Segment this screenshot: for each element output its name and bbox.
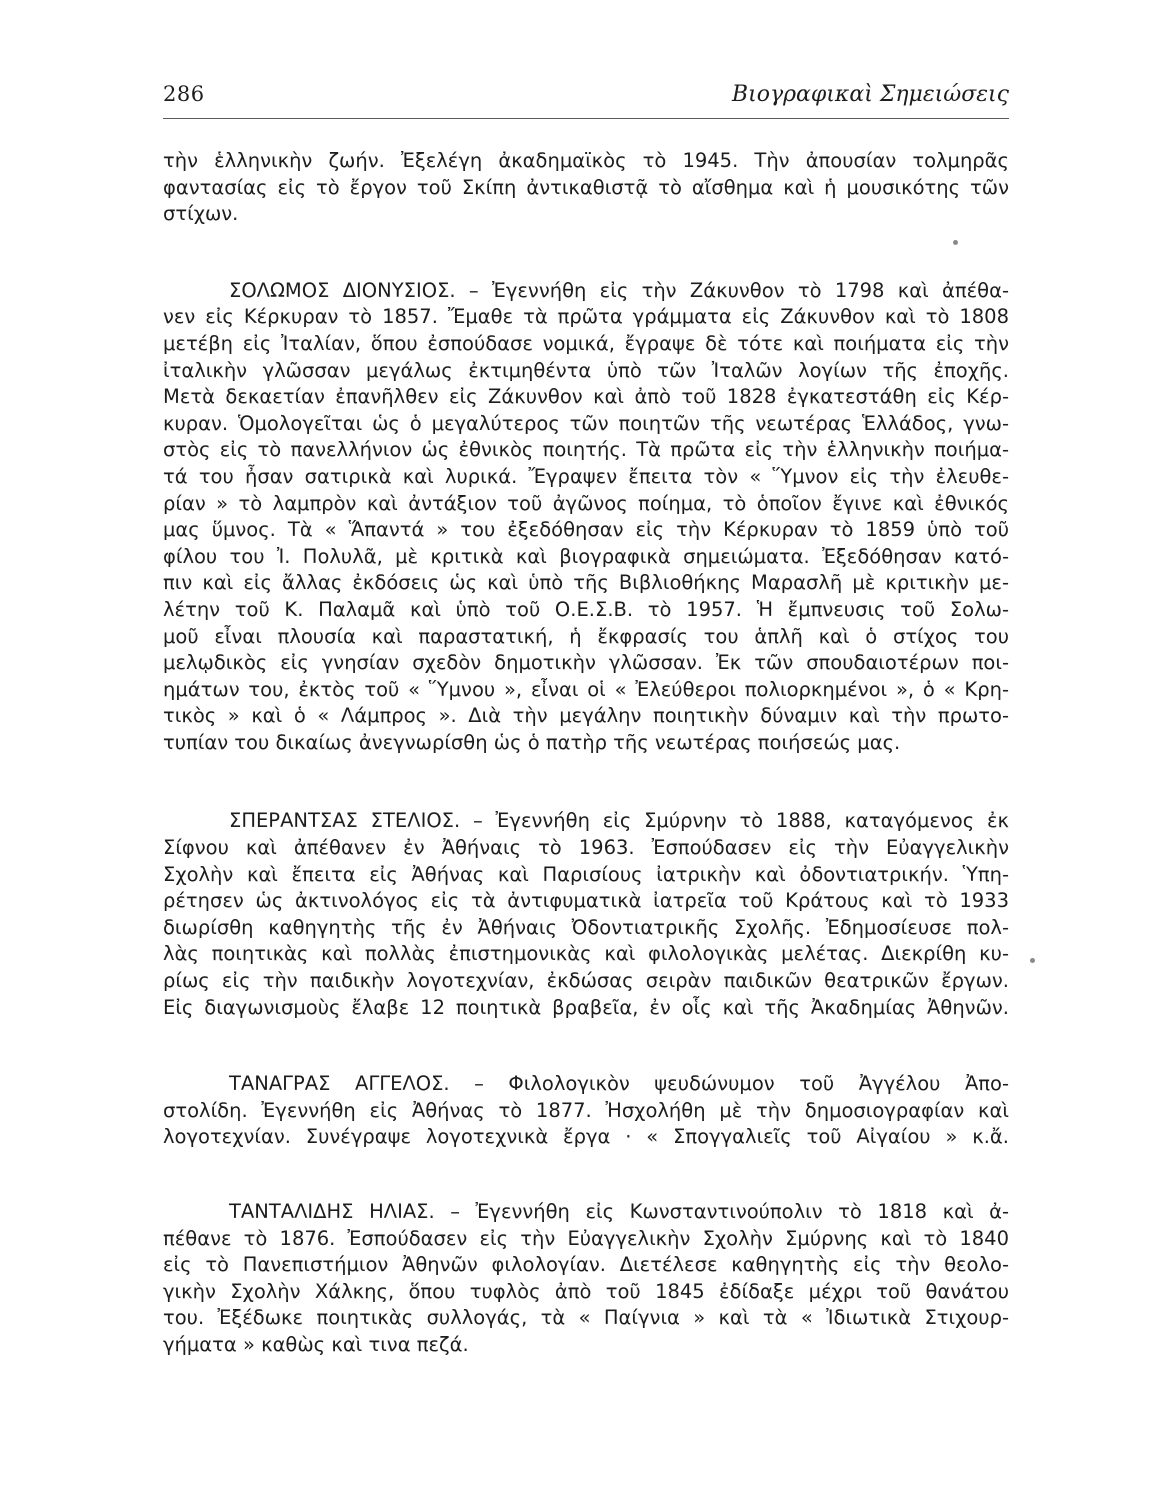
entry-heading-line: ΤΑΝΤΑΛΙΔΗΣ ΗΛΙΑΣ. – Ἐγεννήθη εἰς Κωνσταντινούπολιν τὸ 1818 καὶ ἀ- <box>229 1200 1009 1223</box>
text-line: διωρίσθη καθηγητὴς τῆς ἐν Ἀθήναις Ὀδοντιατρικῆς Σχολῆς. Ἐδημοσίευσε πολ- <box>163 915 1009 939</box>
text-line: λογοτεχνίαν. Συνέγραψε λογοτεχνικὰ ἔργα · « Σπογγαλιεῖς τοῦ Αἰγαίου » κ.ἄ. <box>163 1125 1009 1149</box>
text-line: νεν εἰς Κέρκυραν τὸ 1857. Ἔμαθε τὰ πρῶτα γράμματα εἰς Ζάκυνθον καὶ τὸ 1808 <box>163 305 1009 329</box>
entry-sperantsas <box>163 808 1009 1021</box>
text-line: ρίαν » τὸ λαμπρὸν καὶ ἀντάξιον τοῦ ἀγῶνος ποίημα, τὸ ὁποῖον ἔγινε καὶ ἐθνικός <box>163 491 1009 515</box>
text-line: λὰς ποιητικὰς καὶ πολλὰς ἐπιστημονικὰς καὶ φιλολογικὰς μελέτας. Διεκρίθη κυ- <box>163 942 1009 966</box>
text-line: φίλου του Ἰ. Πολυλᾶ, μὲ κριτικὰ καὶ βιογραφικὰ σημειώματα. Ἐξεδόθησαν κατό- <box>163 544 1009 568</box>
entry-heading-line: ΣΠΕΡΑΝΤΣΑΣ ΣΤΕΛΙΟΣ. – Ἐγεννήθη εἰς Σμύρνην τὸ 1888, καταγόμενος ἐκ <box>229 809 1009 833</box>
text-line: στολίδη. Ἐγεννήθη εἰς Ἀθήνας τὸ 1877. Ἠσχολήθη μὲ τὴν δημοσιογραφίαν καὶ <box>163 1098 1009 1122</box>
text-line: στίχων. <box>163 202 239 226</box>
text-line: Σίφνου καὶ ἀπέθανεν ἐν Ἀθήναις τὸ 1963. Ἐσπούδασεν εἰς τὴν Εὐαγγελικὴν <box>163 836 1009 860</box>
entry-solomos <box>163 278 1009 757</box>
scan-speck <box>953 240 958 245</box>
text-line: φαντασίας εἰς τὸ ἔργον τοῦ Σκίπη ἀντικαθιστᾷ τὸ αἴσθημα καὶ ἡ μουσικότης τῶν <box>163 175 1009 199</box>
text-line: τὴν ἑλληνικὴν ζωήν. Ἐξελέγη ἀκαδημαϊκὸς τὸ 1945. Τὴν ἀπουσίαν τολμηρᾶς <box>163 149 1009 172</box>
running-head: Βιογραφικαὶ Σημειώσεις <box>731 82 1009 107</box>
text-line: εἰς τὸ Πανεπιστήμιον Ἀθηνῶν φιλολογίαν. Διετέλεσε καθηγητὴς εἰς τὴν θεολο- <box>163 1253 1009 1277</box>
page-header <box>163 78 1009 119</box>
body-text <box>163 148 1009 1359</box>
text-line: πέθανε τὸ 1876. Ἐσπούδασεν εἰς τὴν Εὐαγγελικὴν Σχολὴν Σμύρνης καὶ τὸ 1840 <box>163 1226 1009 1250</box>
page-number: 286 <box>163 82 205 106</box>
text-line: ρέτησεν ὡς ἀκτινολόγος εἰς τὰ ἀντιφυματικὰ ἰατρεῖα τοῦ Κράτους καὶ τὸ 1933 <box>163 889 1009 913</box>
text-line: ημάτων του, ἐκτὸς τοῦ « Ὕμνου », εἶναι οἱ « Ἐλεύθεροι πολιορκημένοι », ὁ « Κρη- <box>163 677 1009 701</box>
scan-speck <box>1030 958 1035 963</box>
text-line: τυπίαν του δικαίως ἀνεγνωρίσθη ὡς ὁ πατὴρ τῆς νεωτέρας ποιήσεώς μας. <box>163 730 901 754</box>
entry-tanagras <box>163 1071 1009 1151</box>
entry-heading-line: ΣΟΛΩΜΟΣ ΔΙΟΝΥΣΙΟΣ. – Ἐγεννήθη εἰς τὴν Ζάκυνθον τὸ 1798 καὶ ἀπέθα- <box>229 278 1009 302</box>
text-line: Σχολὴν καὶ ἔπειτα εἰς Ἀθήνας καὶ Παρισίους ἰατρικὴν καὶ ὀδοντιατρικήν. Ὑπη- <box>163 862 1009 886</box>
text-line: γήματα » καθὼς καὶ τινα πεζά. <box>163 1332 469 1356</box>
text-line: στὸς εἰς τὸ πανελλήνιον ὡς ἐθνικὸς ποιητής. Τὰ πρῶτα εἰς τὴν ἑλληνικὴν ποιήμα- <box>163 438 1009 462</box>
text-line: μετέβη εἰς Ἰταλίαν, ὅπου ἐσπούδασε νομικά, ἔγραψε δὲ τότε καὶ ποιήματα εἰς τὴν <box>163 331 1009 355</box>
text-line: μοῦ εἶναι πλουσία καὶ παραστατική, ἡ ἔκφρασίς του ἁπλῆ καὶ ὁ στίχος του <box>163 624 1009 648</box>
text-line: μελῳδικὸς εἰς γνησίαν σχεδὸν δημοτικὴν γλῶσσαν. Ἐκ τῶν σπουδαιοτέρων ποι- <box>163 651 1009 675</box>
text-line: πιν καὶ εἰς ἄλλας ἐκδόσεις ὡς καὶ ὑπὸ τῆς Βιβλιοθήκης Μαρασλῆ μὲ κριτικὴν με- <box>163 571 1009 595</box>
text-line: ἰταλικὴν γλῶσσαν μεγάλως ἐκτιμηθέντα ὑπὸ τῶν Ἰταλῶν λογίων τῆς ἐποχῆς. <box>163 358 1009 382</box>
text-line: Εἰς διαγωνισμοὺς ἔλαβε 12 ποιητικὰ βραβεῖα, ἐν οἷς καὶ τῆς Ἀκαδημίας Ἀθηνῶν. <box>163 995 1009 1019</box>
text-line: ρίως εἰς τὴν παιδικὴν λογοτεχνίαν, ἐκδώσας σειρὰν παιδικῶν θεατρικῶν ἔργων. <box>163 969 1009 993</box>
text-line: γικὴν Σχολὴν Χάλκης, ὅπου τυφλὸς ἀπὸ τοῦ 1845 ἐδίδαξε μέχρι τοῦ θανάτου <box>163 1279 1009 1303</box>
text-line: μας ὕμνος. Τὰ « Ἅπαντά » του ἐξεδόθησαν εἰς τὴν Κέρκυραν τὸ 1859 ὑπὸ τοῦ <box>163 518 1009 542</box>
text-line: Μετὰ δεκαετίαν ἐπανῆλθεν εἰς Ζάκυνθον καὶ ἀπὸ τοῦ 1828 ἐγκατεστάθη εἰς Κέρ- <box>163 385 1009 409</box>
text-line: του. Ἐξέδωκε ποιητικὰς συλλογάς, τὰ « Παίγνια » καὶ τὰ « Ἰδιωτικὰ Στιχουρ- <box>163 1306 1009 1330</box>
text-line: τικὸς » καὶ ὁ « Λάμπρος ». Διὰ τὴν μεγάλην ποιητικὴν δύναμιν καὶ τὴν πρωτο- <box>163 704 1009 728</box>
text-line: τά του ἦσαν σατιρικὰ καὶ λυρικά. Ἔγραψεν ἔπειτα τὸν « Ὕμνον εἰς τὴν ἐλευθε- <box>163 464 1009 488</box>
entry-skipis-continued <box>163 148 1009 228</box>
text-line: κυραν. Ὁμολογεῖται ὡς ὁ μεγαλύτερος τῶν ποιητῶν τῆς νεωτέρας Ἑλλάδος, γνω- <box>163 411 1009 435</box>
entry-heading-line: ΤΑΝΑΓΡΑΣ ΑΓΓΕΛΟΣ. – Φιλολογικὸν ψευδώνυμον τοῦ Ἀγγέλου Ἀπο- <box>229 1072 1009 1096</box>
text-line: λέτην τοῦ Κ. Παλαμᾶ καὶ ὑπὸ τοῦ Ο.Ε.Σ.Β. τὸ 1957. Ἡ ἔμπνευσις τοῦ Σολω- <box>163 597 1009 621</box>
entry-tantalidis <box>163 1199 1009 1359</box>
